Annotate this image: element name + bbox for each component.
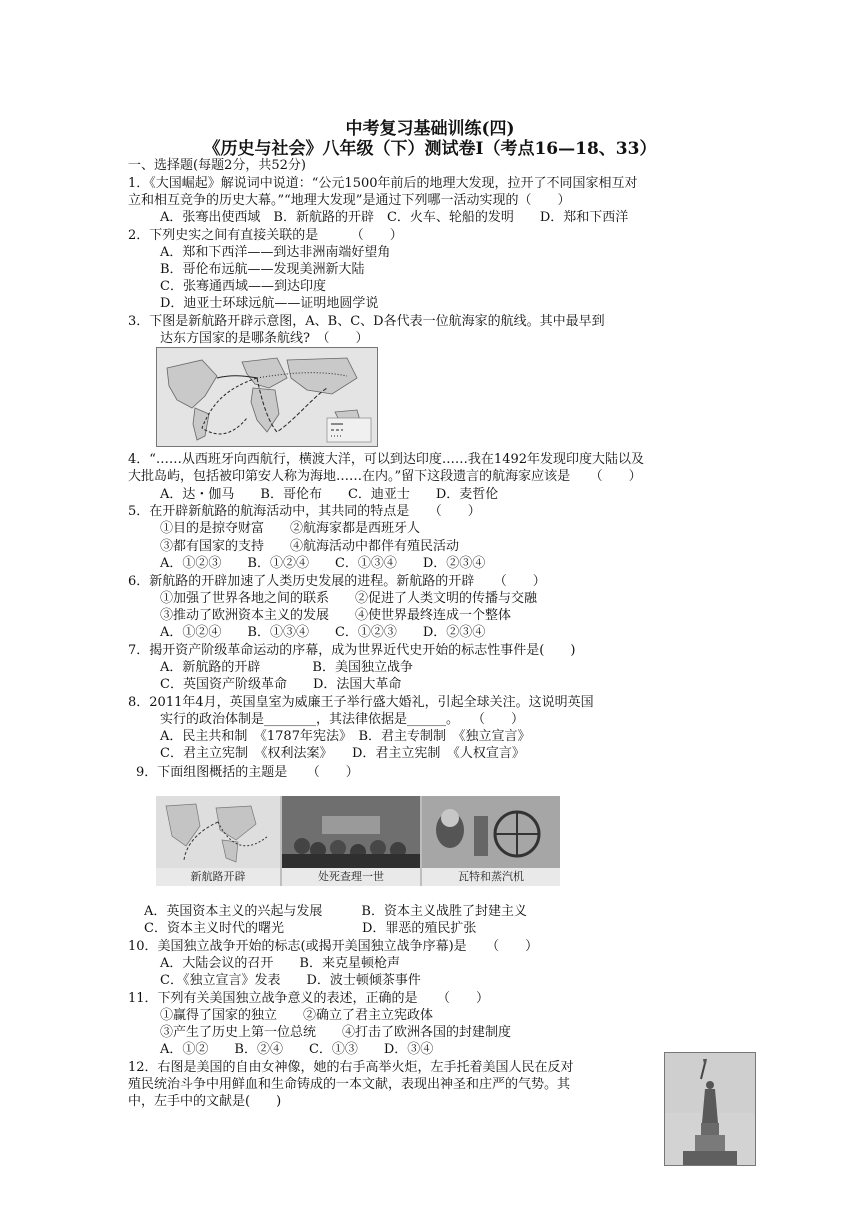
q10-options-1: A．大陆会议的召开 B．来克星顿枪声 [160,956,400,971]
q1-options: A．张骞出使西域 B．新航路的开辟 C．火车、轮船的发明 D．郑和下西洋 [160,210,629,225]
q5-stem: 5．在开辟新航路的航海活动中，其共同的特点是 （ ） [128,504,481,519]
statue-of-liberty-image [664,1052,756,1166]
q4-options: A．达・伽马 B．哥伦布 C．迪亚士 D．麦哲伦 [160,487,499,502]
q12-stem-line2: 殖民统治斗争中用鲜血和生命铸成的一本文献，表现出神圣和庄严的气势。其 [128,1077,571,1092]
q12-stem-line3: 中，左手中的文献是( ) [128,1094,282,1109]
q11-options: A．①② B．②④ C．①③ D．③④ [160,1042,434,1057]
q11-statements-2: ③产生了历史上第一位总统 ④打击了欧洲各国的封建制度 [160,1025,512,1040]
q1-stem-line1: 1．《大国崛起》解说词中说道：“公元1500年前后的地理大发现，拉开了不同国家相互对 [128,176,638,191]
q10-options-2: C．《独立宣言》发表 D．波士顿倾茶事件 [160,973,421,988]
world-map-icon [157,348,377,446]
q8-stem-line2: 实行的政治体制是________，其法律依据是______。 （ ） [160,712,525,727]
q5-statements-1: ①目的是掠夺财富 ②航海家都是西班牙人 [160,521,421,536]
q5-options: A．①②③ B．①②④ C．①③④ D．②③④ [160,556,486,571]
q2-stem: 2．下列史实之间有直接关联的是 （ ） [128,228,403,243]
new-sea-routes-map [156,347,378,447]
q6-statements-2: ③推动了欧洲资本主义的发展 ④使世界最终连成一个整体 [160,608,512,623]
q8-options-2: C．君主立宪制 《权利法案》 D．君主立宪制 《人权宣言》 [160,746,525,761]
q6-stem: 6．新航路的开辟加速了人类历史发展的进程。新航路的开辟 （ ） [128,574,546,589]
q5-statements-2: ③都有国家的支持 ④航海活动中都伴有殖民活动 [160,539,460,554]
q2-option-c: C．张骞通西域——到达印度 [160,279,326,294]
page-subtitle: 《历史与社会》八年级（下）测试卷Ⅰ（考点16—18、33） [203,139,657,159]
q9-options-2: C．资本主义时代的曙光 D．罪恶的殖民扩张 [144,921,477,936]
q12-stem-line1: 12．右图是美国的自由女神像，她的右手高举火炬，左手托着美国人民在反对 [128,1060,574,1075]
page-title: 中考复习基础训练(四) [345,119,515,139]
q1-stem-line2: 立和相互竞争的历史大幕。”“地理大发现”是通过下列哪一活动实现的（ ） [128,193,571,208]
crowd-scene-icon [282,796,420,868]
q8-options-1: A．民主共和制 《1787年宪法》 B．君主专制制 《独立宣言》 [160,729,531,744]
q10-stem: 10．美国独立战争开始的标志(或揭开美国独立战争序幕)是 （ ） [128,939,539,954]
q7-stem: 7．揭开资产阶级革命运动的序幕，成为世界近代史开始的标志性事件是( ) [128,643,576,658]
q6-options: A．①②④ B．①③④ C．①②③ D．②③④ [160,625,486,640]
watt-steam-engine-image [422,796,560,886]
q7-options-2: C．英国资产阶级革命 D．法国大革命 [160,677,402,692]
map-icon [156,796,280,868]
section-heading: 一、选择题(每题2分，共52分) [128,158,306,173]
q9-stem: 9．下面组图概括的主题是 （ ） [136,765,359,780]
q4-stem-line1: 4．“……从西班牙向西航行，横渡大洋，可以到达印度……我在1492年发现印度大陆以及 [128,452,645,467]
q9-options-1: A．英国资本主义的兴起与发展 B．资本主义战胜了封建主义 [144,904,527,919]
q2-option-d: D．迪亚士环球远航——证明地圆学说 [160,296,379,311]
caption-execution: 处死查理一世 [282,868,420,886]
new-route-image [156,796,280,886]
q11-statements-1: ①赢得了国家的独立 ②确立了君主立宪政体 [160,1008,434,1023]
q9-image-row [156,796,560,886]
execution-charles-image [282,796,420,886]
q2-option-a: A．郑和下西洋——到达非洲南端好望角 [160,245,391,260]
q8-stem-line1: 8．2011年4月，英国皇室为威廉王子举行盛大婚礼，引起全球关注。这说明英国 [128,695,594,710]
statue-of-liberty-icon [665,1053,755,1165]
steam-engine-icon [422,796,560,868]
q3-stem-line1: 3．下图是新航路开辟示意图，A、B、C、D各代表一位航海家的航线。其中最早到 [128,314,605,329]
q6-statements-1: ①加强了世界各地之间的联系 ②促进了人类文明的传播与交融 [160,591,538,606]
q2-option-b: B．哥伦布远航——发现美洲新大陆 [160,262,365,277]
caption-watt: 瓦特和蒸汽机 [422,868,560,886]
q11-stem: 11．下列有关美国独立战争意义的表述，正确的是 （ ） [128,991,490,1006]
q3-stem-line2: 达东方国家的是哪条航线? （ ） [160,331,369,346]
q7-options-1: A．新航路的开辟 B．美国独立战争 [160,660,413,675]
q4-stem-line2: 大批岛屿，包括被印第安人称为海地……在内。”留下这段遗言的航海家应该是 （ ） [128,469,642,484]
caption-new-route: 新航路开辟 [156,868,280,886]
